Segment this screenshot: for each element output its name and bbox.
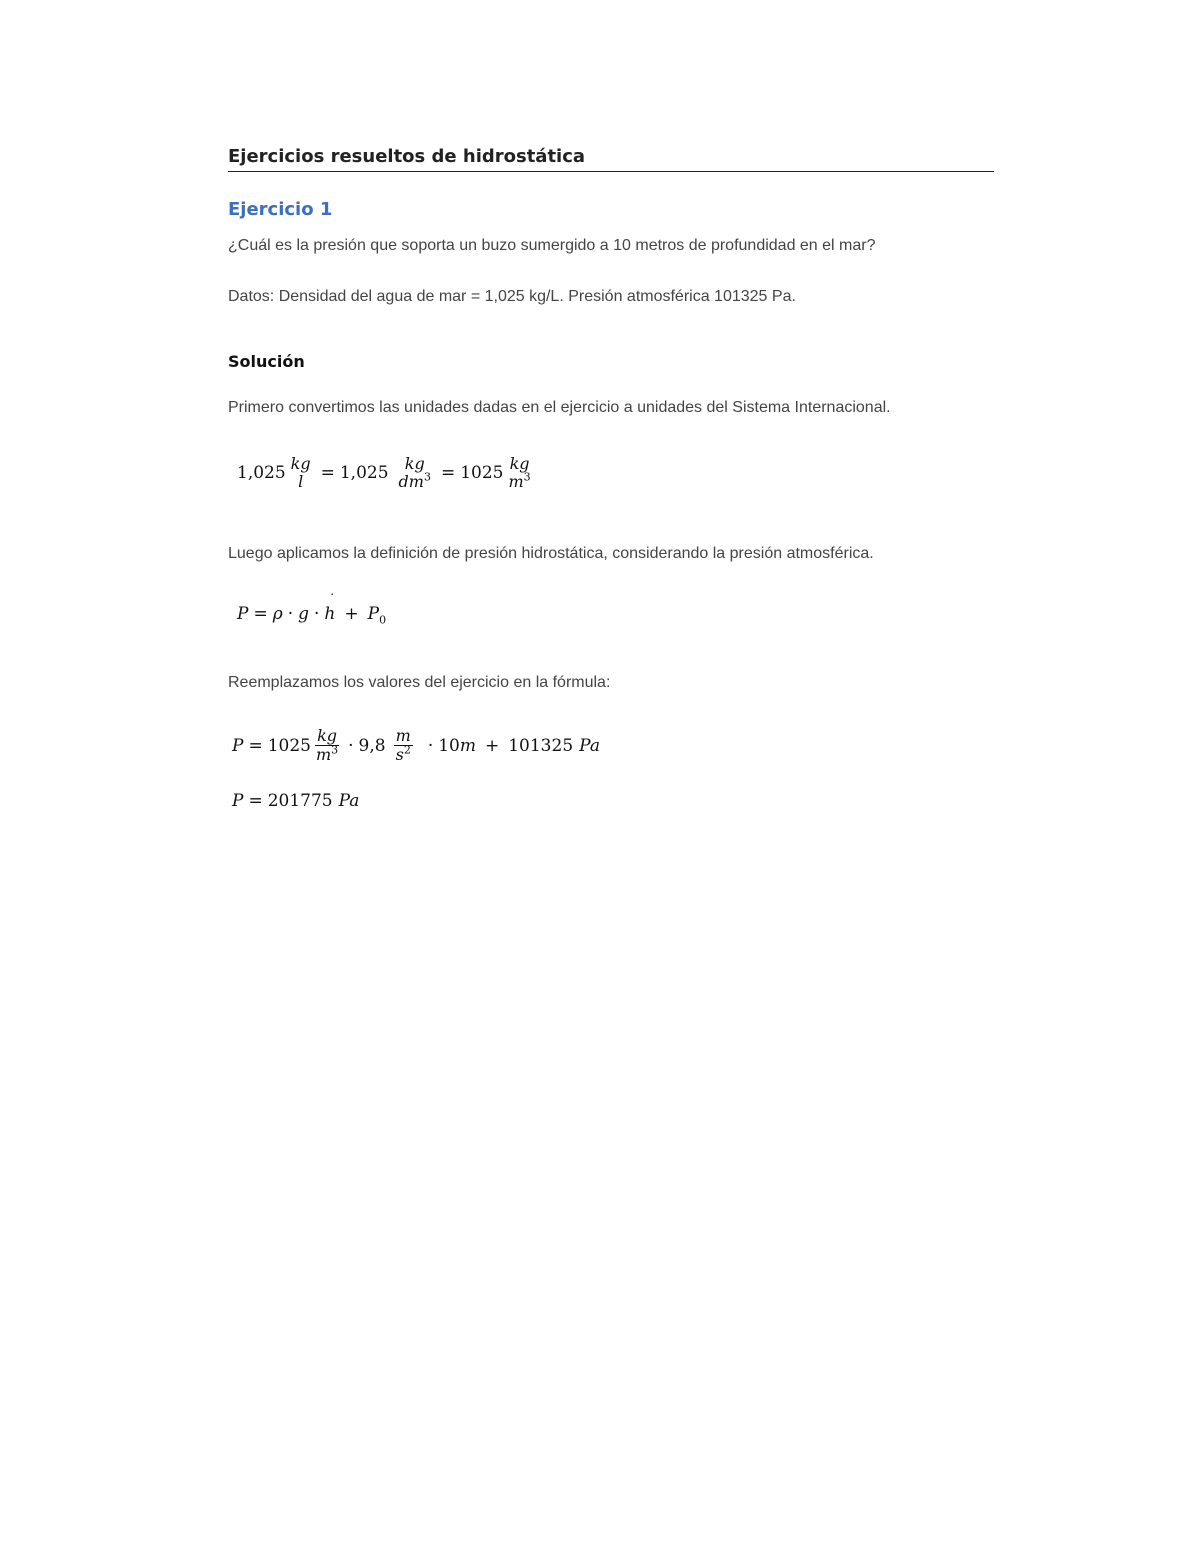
eq1-a-den: l — [298, 472, 304, 492]
eq4-lhs: P — [232, 791, 244, 811]
eq1-c-den-exp: 3 — [523, 471, 531, 485]
equation-hydrostatic-formula — [237, 604, 387, 627]
eq2-p0-sub: 0 — [379, 613, 387, 627]
data-text: Datos: Densidad del agua de mar = 1,025 kg/L. Presión atmosférica 101325 Pa. — [228, 288, 796, 305]
eq1-c-den: m — [508, 472, 524, 492]
eq3-v1-den-exp: 3 — [331, 744, 339, 758]
eq1-value-c: 1025 — [460, 463, 504, 484]
eq4-unit: Pa — [338, 791, 360, 811]
eq2-rho: ρ — [272, 604, 283, 624]
eq4-value: 201775 — [267, 791, 333, 811]
eq2-g: g — [298, 604, 309, 624]
eq1-value-a: 1,025 — [237, 463, 286, 484]
eq2-h: h ˙ — [324, 604, 335, 624]
document-title: Ejercicios resueltos de hidrostática — [228, 146, 994, 172]
eq3-value-4: 101325 — [508, 735, 574, 756]
solution-heading: Solución — [228, 352, 305, 371]
eq2-equals: = — [253, 604, 268, 624]
eq1-b-num: kg — [404, 454, 425, 473]
eq3-value-1: 1025 — [267, 735, 311, 756]
eq3-dot-1: · — [348, 735, 354, 756]
eq2-dot-1: · — [287, 604, 294, 624]
eq2-plus: + — [344, 604, 359, 624]
equation-unit-conversion — [237, 455, 536, 492]
eq3-v2-num: m — [395, 726, 411, 745]
eq1-equals-1: = — [320, 463, 335, 484]
step2-text: Luego aplicamos la definición de presión hidrostática, considerando la presión atmosférica. — [228, 545, 874, 562]
eq1-fraction-b — [397, 455, 433, 492]
step3-text: Reemplazamos los valores del ejercicio en la fórmula: — [228, 674, 611, 691]
eq1-value-b: 1,025 — [339, 463, 389, 484]
eq3-value-2: 9,8 — [358, 735, 386, 756]
eq3-fraction-2 — [394, 727, 413, 765]
eq1-a-num: kg — [290, 454, 311, 473]
eq3-v2-den-exp: 2 — [403, 744, 411, 758]
eq3-v1-den: m — [315, 745, 332, 765]
eq3-v1-num: kg — [317, 726, 338, 745]
equation-substitution — [232, 727, 600, 765]
eq4-equals: = — [248, 791, 263, 811]
equation-result — [232, 791, 359, 811]
eq1-fraction-c — [506, 455, 532, 492]
step1-text: Primero convertimos las unidades dadas en el ejercicio a unidades del Sistema Internacional. — [228, 399, 891, 416]
eq1-fraction-a — [289, 455, 313, 492]
eq1-c-num: kg — [509, 454, 530, 473]
eq2-lhs: P — [237, 604, 249, 624]
eq3-lhs: P — [232, 735, 244, 756]
eq2-p0: P — [367, 604, 380, 624]
eq2-dot-2: · — [314, 604, 320, 624]
eq3-plus: + — [484, 735, 500, 756]
eq3-value-3-unit: m — [459, 735, 476, 756]
eq3-equals: = — [248, 735, 263, 756]
eq3-fraction-1 — [314, 727, 340, 765]
exercise-heading: Ejercicio 1 — [228, 199, 333, 220]
eq1-equals-2: = — [440, 463, 456, 484]
question-text: ¿Cuál es la presión que soporta un buzo sumergido a 10 metros de profundidad en el mar? — [228, 237, 876, 254]
eq1-b-den-exp: 3 — [423, 471, 431, 485]
eq3-value-3: 10 — [438, 735, 460, 756]
eq3-dot-2: · — [427, 735, 434, 756]
eq3-value-4-unit: Pa — [579, 735, 600, 756]
eq1-b-den: dm — [398, 472, 424, 492]
eq3-v2-den: s — [395, 745, 404, 765]
